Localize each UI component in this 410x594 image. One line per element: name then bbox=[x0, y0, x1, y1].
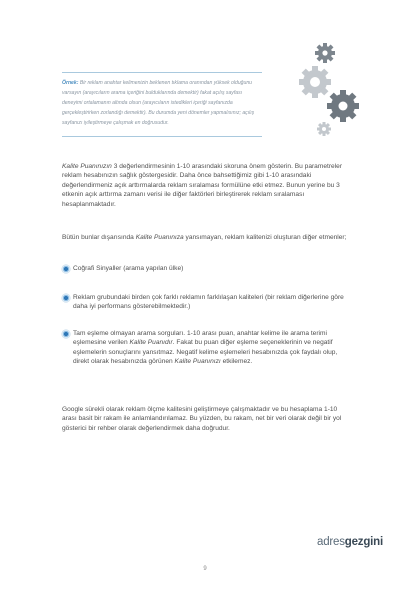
list-item bbox=[62, 264, 350, 273]
example-body: Bir reklam anahtar kelimenizin beklenen tıklama oranından yüksek olduğunu varsayın (arayıcıların arama içeriğini bulduklarında demektir) fakat açılış sayfası deneyimi ortalamanın altında olsun (arayıcıların istedikleri içeriği sayfanızda gerçekleştirirken zorlandığı demektir). Bu durumda yeni dönemler yapmalısınız; açılış sayfanızı iyileştirmeye çalışmak en doğrusudur. bbox=[62, 80, 255, 126]
paragraph-other-factors bbox=[62, 233, 350, 242]
bullet-3-text-b: . Fakat bu puan diğer eşleme seçeneklerinin ve negatif eşlemelerin sonuçlarını yansıtmaz. Negatif kelime eşlemeleri hesabınızda çok faydalı olup, direkt olarak hesabınızda görünen bbox=[73, 339, 338, 366]
large-light-gear-icon bbox=[299, 66, 331, 98]
large-dark-gear-icon bbox=[327, 90, 359, 122]
brand-logo bbox=[317, 536, 383, 548]
term-quality-score-3: Kalite Puanıdır bbox=[129, 339, 173, 347]
bullet-icon bbox=[62, 265, 70, 273]
logo-part-1: adres bbox=[317, 536, 345, 548]
page-number: 9 bbox=[203, 566, 207, 572]
logo-part-2: gezgini bbox=[344, 536, 383, 548]
bullet-text: Coğrafi Sinyaller (arama yapılan ülke) bbox=[73, 265, 184, 272]
list-item bbox=[62, 293, 350, 312]
small-gear-icon bbox=[315, 43, 335, 63]
example-callout bbox=[62, 72, 262, 137]
paragraph-2-text-a: Bütün bunlar dışarısında bbox=[62, 234, 136, 241]
term-quality-score-2: Kalite Puanınıza bbox=[135, 234, 184, 241]
gears-illustration bbox=[298, 40, 368, 140]
tiny-gear-icon bbox=[317, 122, 331, 136]
paragraph-1-body: 3 değerlendirmesinin 1-10 arasındaki skoruna önem gösterin. Bu parametreler reklam hesabınızın sağlık göstergesidir. Daha önce bahsettiğimiz gibi 1-10 arasındaki değerlendirmeniz açık arttırmalarda reklam sıralaması formülüne etki etmez. Bunun yerine bu 3 etkenin açık arttırma zamanı verisi ile diğer faktörleri birleştirerek reklam sıralaması hesaplanmaktadır. bbox=[62, 163, 343, 208]
bullet-icon bbox=[62, 330, 70, 338]
bullet-3-text-c: etkilemez. bbox=[220, 358, 253, 366]
bullet-text: Reklam grubundaki birden çok farklı reklamın farklılaşan kaliteleri (bir reklam diğerlerine göre daha iyi performans gösterebilmektedir.) bbox=[73, 294, 344, 311]
paragraph-quality-score bbox=[62, 162, 350, 209]
term-quality-score: Kalite Puanınızın bbox=[62, 163, 112, 170]
bullet-icon bbox=[62, 294, 70, 302]
paragraph-2-text-b: yansımayan, reklam kalitenizi oluşturan diğer etmenler; bbox=[183, 234, 347, 241]
term-quality-score-4: Kalite Puanınızı bbox=[174, 358, 221, 366]
example-label: Örnek: bbox=[62, 80, 79, 86]
bullet-text bbox=[73, 329, 350, 367]
paragraph-google-measurement: Google sürekli olarak reklam ölçme kalitesini geliştirmeye çalışmaktadır ve bu hesaplama 1-10 arası basit bir rakam ile anlamlandırılamaz. Bu yüzden, bu rakam, net bir veri olarak değil bir yol gösterici bir rehber olarak değerlendirmek daha doğrudur. bbox=[62, 406, 342, 432]
bullet-3-text-a: Tam eşleme olmayan arama sorguları. 1-10 arası puan, anahtar kelime ile arama terimi eşlemesine verilen bbox=[73, 330, 327, 347]
example-text bbox=[62, 79, 262, 129]
list-item bbox=[62, 329, 350, 367]
